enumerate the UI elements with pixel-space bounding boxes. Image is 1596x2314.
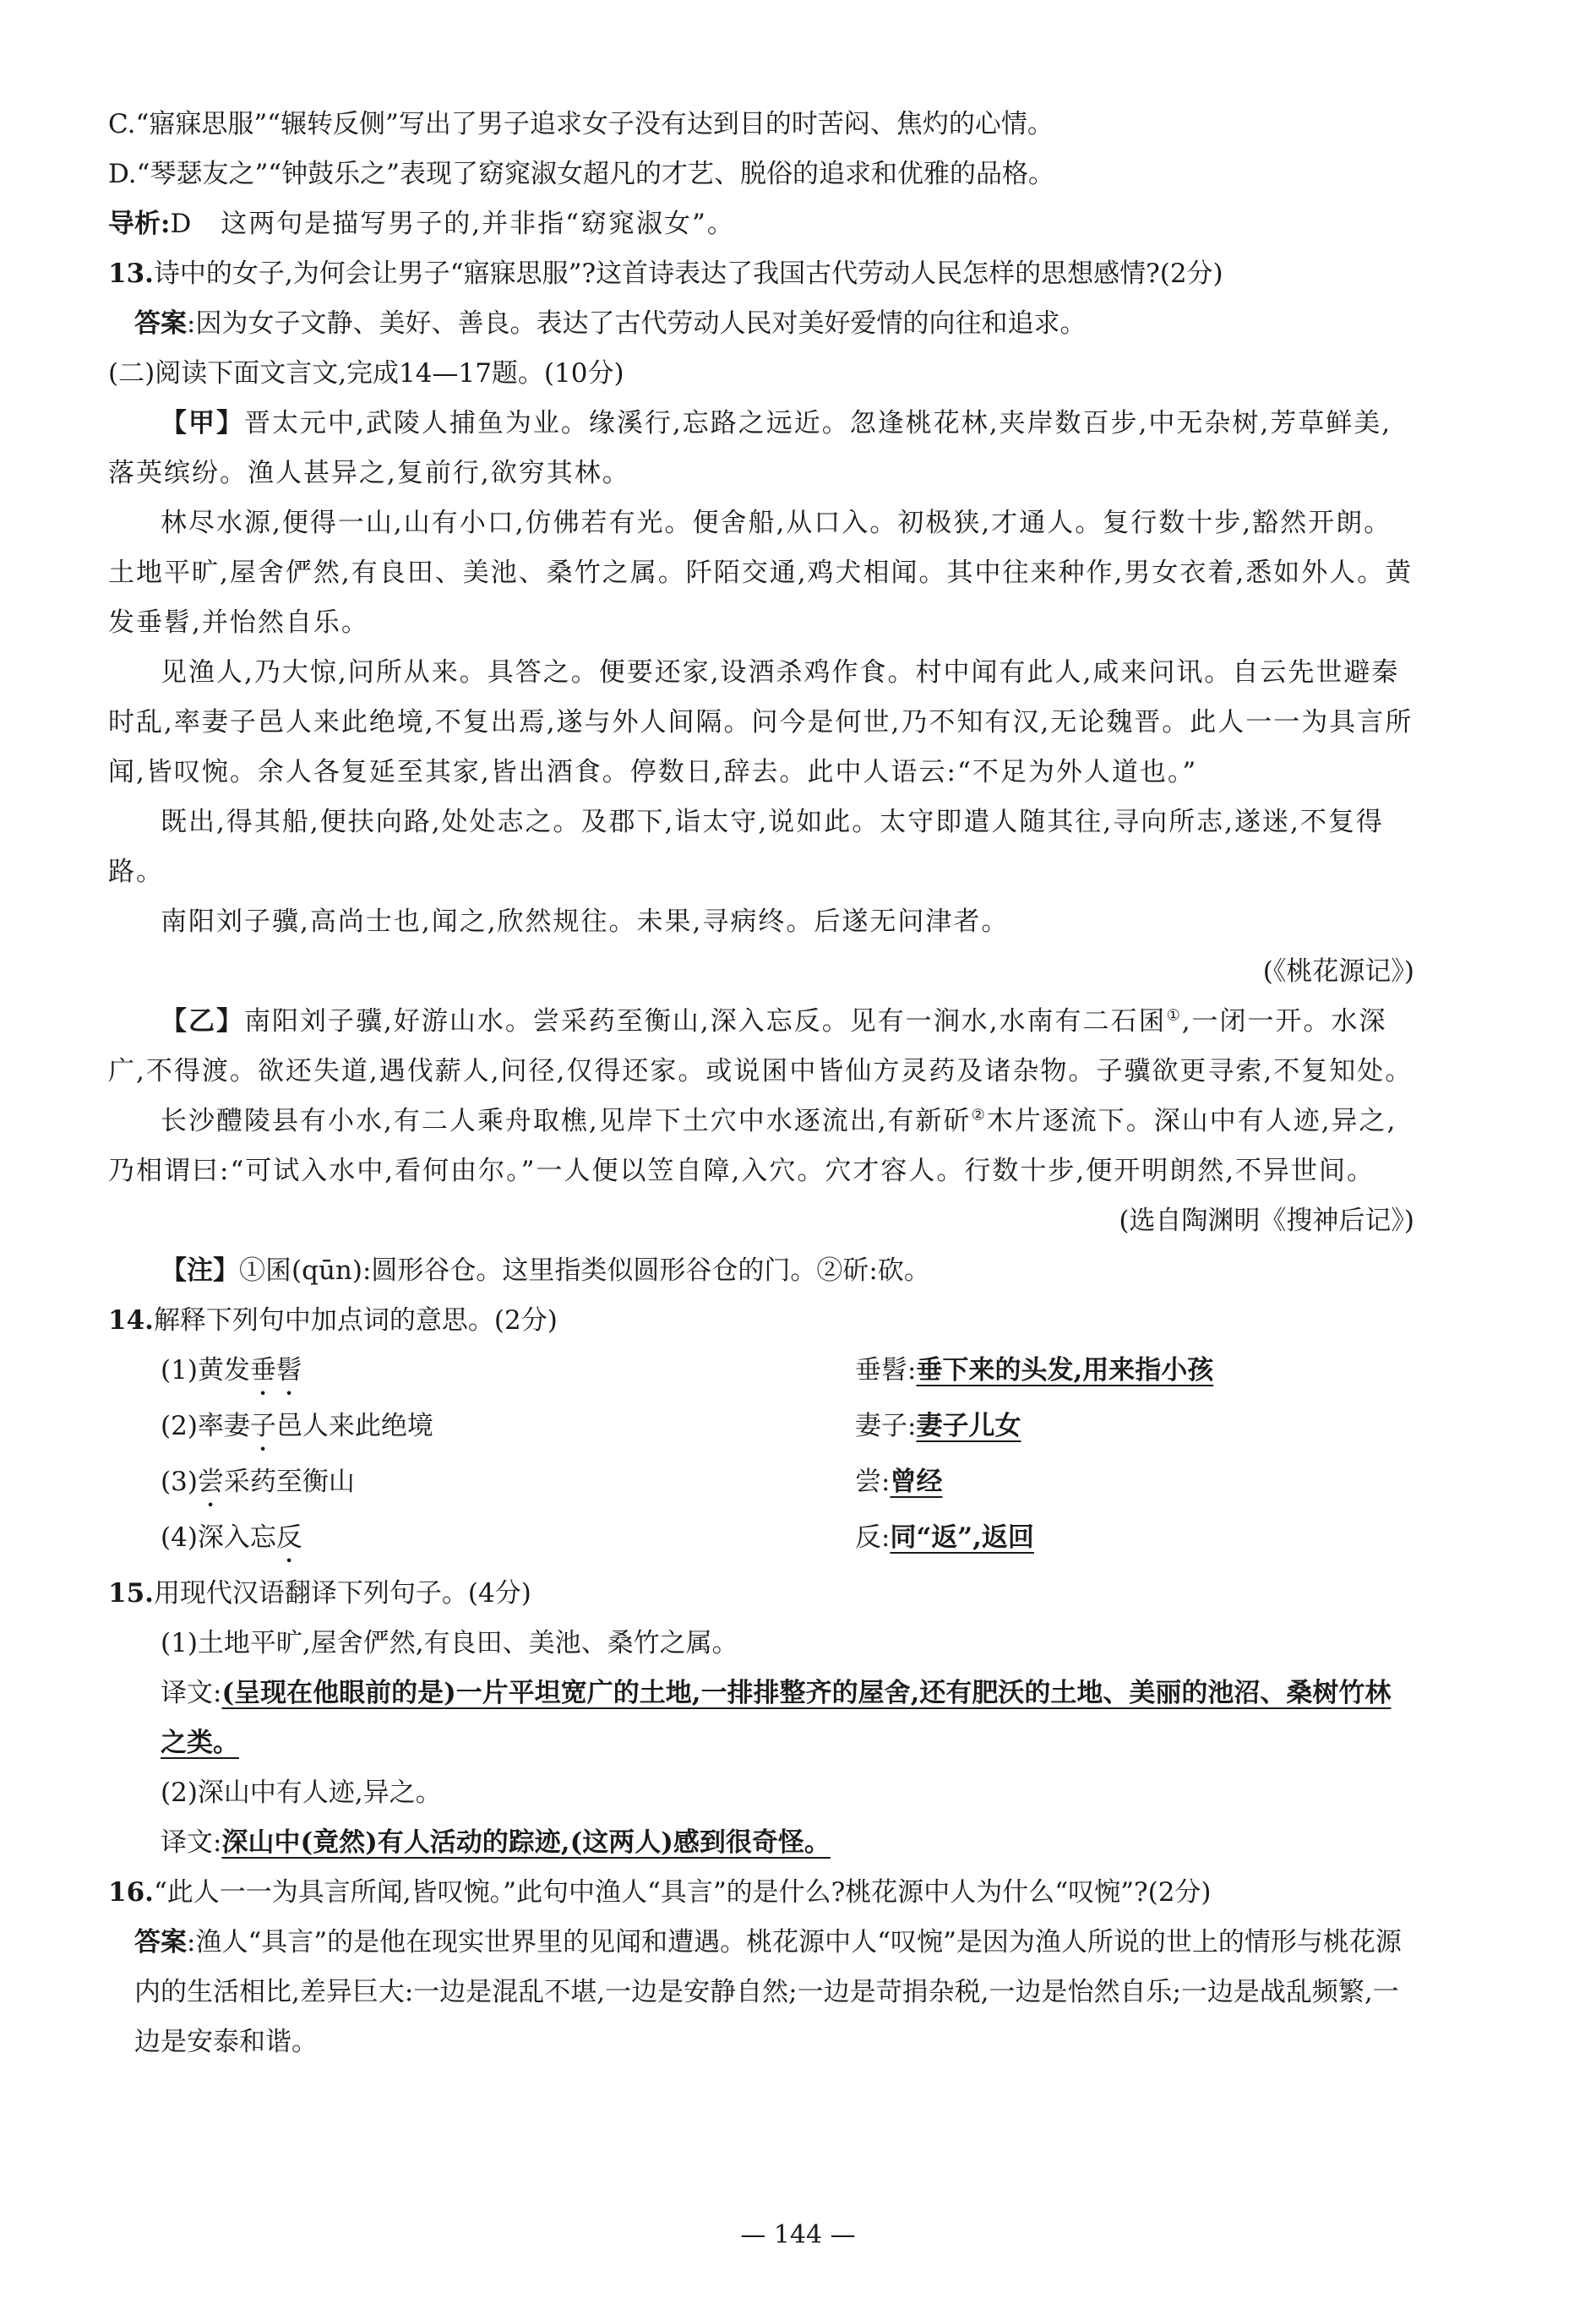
q12-option-c: C.“寤寐思服”“辗转反侧”写出了男子追求女子没有达到目的时苦闷、焦灼的心情。 <box>108 109 1054 139</box>
answer-label: 答案 <box>134 308 187 339</box>
q16-number: 16. <box>108 1877 154 1908</box>
text-a-source: (《桃花源记》) <box>1262 956 1414 987</box>
q15-number: 15. <box>108 1578 154 1609</box>
q14-answer: 妻子儿女 <box>916 1411 1021 1441</box>
analysis-text: D 这两句是描写男子的,并非指“窈窕淑女”。 <box>170 209 735 239</box>
q13-text: 诗中的女子,为何会让男子“寤寐思服”?这首诗表达了我国古代劳动人民怎样的思想感情?(2分) <box>153 259 1223 289</box>
q13-answer <box>108 299 1414 349</box>
text-b-source: (选自陶渊明《搜神后记》) <box>1119 1206 1414 1236</box>
q15-sentence-1: (1)土地平旷,屋舍俨然,有良田、美池、桑竹之属。 <box>161 1628 738 1658</box>
q15-sentence-2: (2)深山中有人迹,异之。 <box>161 1778 442 1808</box>
text-b-label: 【乙】 <box>161 1006 244 1037</box>
footnote-marker: ① <box>1166 1006 1182 1025</box>
q14-item: (2)率妻子邑人来此绝境 妻子:妻子儿女 <box>161 1411 1021 1441</box>
q16-question: 16.“此人一一为具言所闻,皆叹惋。”此句中渔人“具言”的是什么?桃花源中人为什么“叹惋”?(2分) <box>108 1877 1212 1908</box>
q14-answer: 同“返”,返回 <box>890 1522 1034 1553</box>
q14-item: (4)深入忘反 反:同“返”,返回 <box>161 1522 1034 1553</box>
analysis-label: 导析: <box>108 209 171 239</box>
q14-item: (3)尝采药至衡山 尝:曾经 <box>161 1467 943 1497</box>
q14-answer: 垂下来的头发,用来指小孩 <box>916 1355 1214 1386</box>
text-a-label: 【甲】 <box>161 408 244 438</box>
q16-answer: 答案:渔人“具言”的是他在现实世界里的见闻和遭遇。桃花源中人“叹惋”是因为渔人所说的世上的情形与桃花源内的生活相比,差异巨大:一边是混乱不堪,一边是安静自然;一边是苛捐杂税,一边是怡然自乐;一边是战乱频繁,一边是安泰和谐。 <box>134 1927 1402 2057</box>
q14-question: 14.解释下列句中加点词的意思。(2分) <box>108 1305 558 1336</box>
q14-item: (1)黄发垂髫 垂髫:垂下来的头发,用来指小孩 <box>161 1355 1214 1386</box>
answer-label: 答案 <box>134 1927 187 1957</box>
text-b-paragraph: 【乙】南阳刘子骥,好游山水。尝采药至衡山,深入忘反。见有一涧水,水南有二石囷①,一闭一开。水深广,不得渡。欲还失道,遇伐薪人,问径,仅得还家。或说囷中皆仙方灵药及诸杂物。子骥欲更寻索,不复知处。 <box>108 1006 1414 1086</box>
notes: 【注】①囷(qūn):圆形谷仓。这里指类似圆形谷仓的门。②斫:砍。 <box>161 1255 930 1286</box>
page-number: — 144 — <box>740 2220 856 2250</box>
text-b-paragraph: 长沙醴陵县有小水,有二人乘舟取樵,见岸下土穴中水逐流出,有新斫②木片逐流下。深山中有人迹,异之,乃相谓曰:“可试入水中,看何由尔。”一人便以笠自障,入穴。穴才容人。行数十步,便开明朗然,不异世间。 <box>108 1106 1397 1186</box>
section-heading: (二)阅读下面文言文,完成14—17题。(10分) <box>108 358 624 389</box>
q13-number: 13. <box>108 259 154 289</box>
q13-question <box>108 249 1414 299</box>
text-a-paragraph: 林尽水源,便得一山,山有小口,仿佛若有光。便舍船,从口入。初极狭,才通人。复行数十步,豁然开朗。土地平旷,屋舍俨然,有良田、美池、桑竹之属。阡陌交通,鸡犬相闻。其中往来种作,男女衣着,悉如外人。黄发垂髫,并怡然自乐。 <box>108 508 1414 638</box>
q13-answer-text: :因为女子文静、美好、善良。表达了古代劳动人民对美好爱情的向往和追求。 <box>187 308 1087 339</box>
notes-label: 【注】 <box>161 1255 239 1286</box>
text-a-paragraph: 既出,得其船,便扶向路,处处志之。及郡下,诣太守,说如此。太守即遣人随其往,寻向所志,遂迷,不复得路。 <box>108 807 1384 887</box>
q15-translation-2: 译文:深山中(竟然)有人活动的踪迹,(这两人)感到很奇怪。 <box>161 1827 831 1858</box>
footnote-marker: ② <box>971 1106 987 1124</box>
q15-question: 15.用现代汉语翻译下列句子。(4分) <box>108 1578 531 1609</box>
q14-answer: 曾经 <box>890 1467 943 1497</box>
text-a-paragraph: 南阳刘子骥,高尚士也,闻之,欣然规往。未果,寻病终。后遂无问津者。 <box>161 907 1010 937</box>
text-a-paragraph: 【甲】晋太元中,武陵人捕鱼为业。缘溪行,忘路之远近。忽逢桃花林,夹岸数百步,中无杂树,芳草鲜美,落英缤纷。渔人甚异之,复前行,欲穷其林。 <box>108 408 1392 488</box>
q14-number: 14. <box>108 1305 154 1336</box>
q12-option-d: D.“琴瑟友之”“钟鼓乐之”表现了窈窕淑女超凡的才艺、脱俗的追求和优雅的品格。 <box>108 159 1054 189</box>
text-a-paragraph: 见渔人,乃大惊,问所从来。具答之。便要还家,设酒杀鸡作食。村中闻有此人,咸来问讯。自云先世避秦时乱,率妻子邑人来此绝境,不复出焉,遂与外人间隔。问今是何世,乃不知有汉,无论魏晋。此人一一为具言所闻,皆叹惋。余人各复延至其家,皆出酒食。停数日,辞去。此中人语云:“不足为外人道也。” <box>108 657 1414 787</box>
q12-analysis <box>108 199 1414 249</box>
q15-translation-1: 译文:(呈现在他眼前的是)一片平坦宽广的土地,一排排整齐的屋舍,还有肥沃的土地、美丽的池沼、桑树竹林之类。 <box>161 1678 1392 1758</box>
